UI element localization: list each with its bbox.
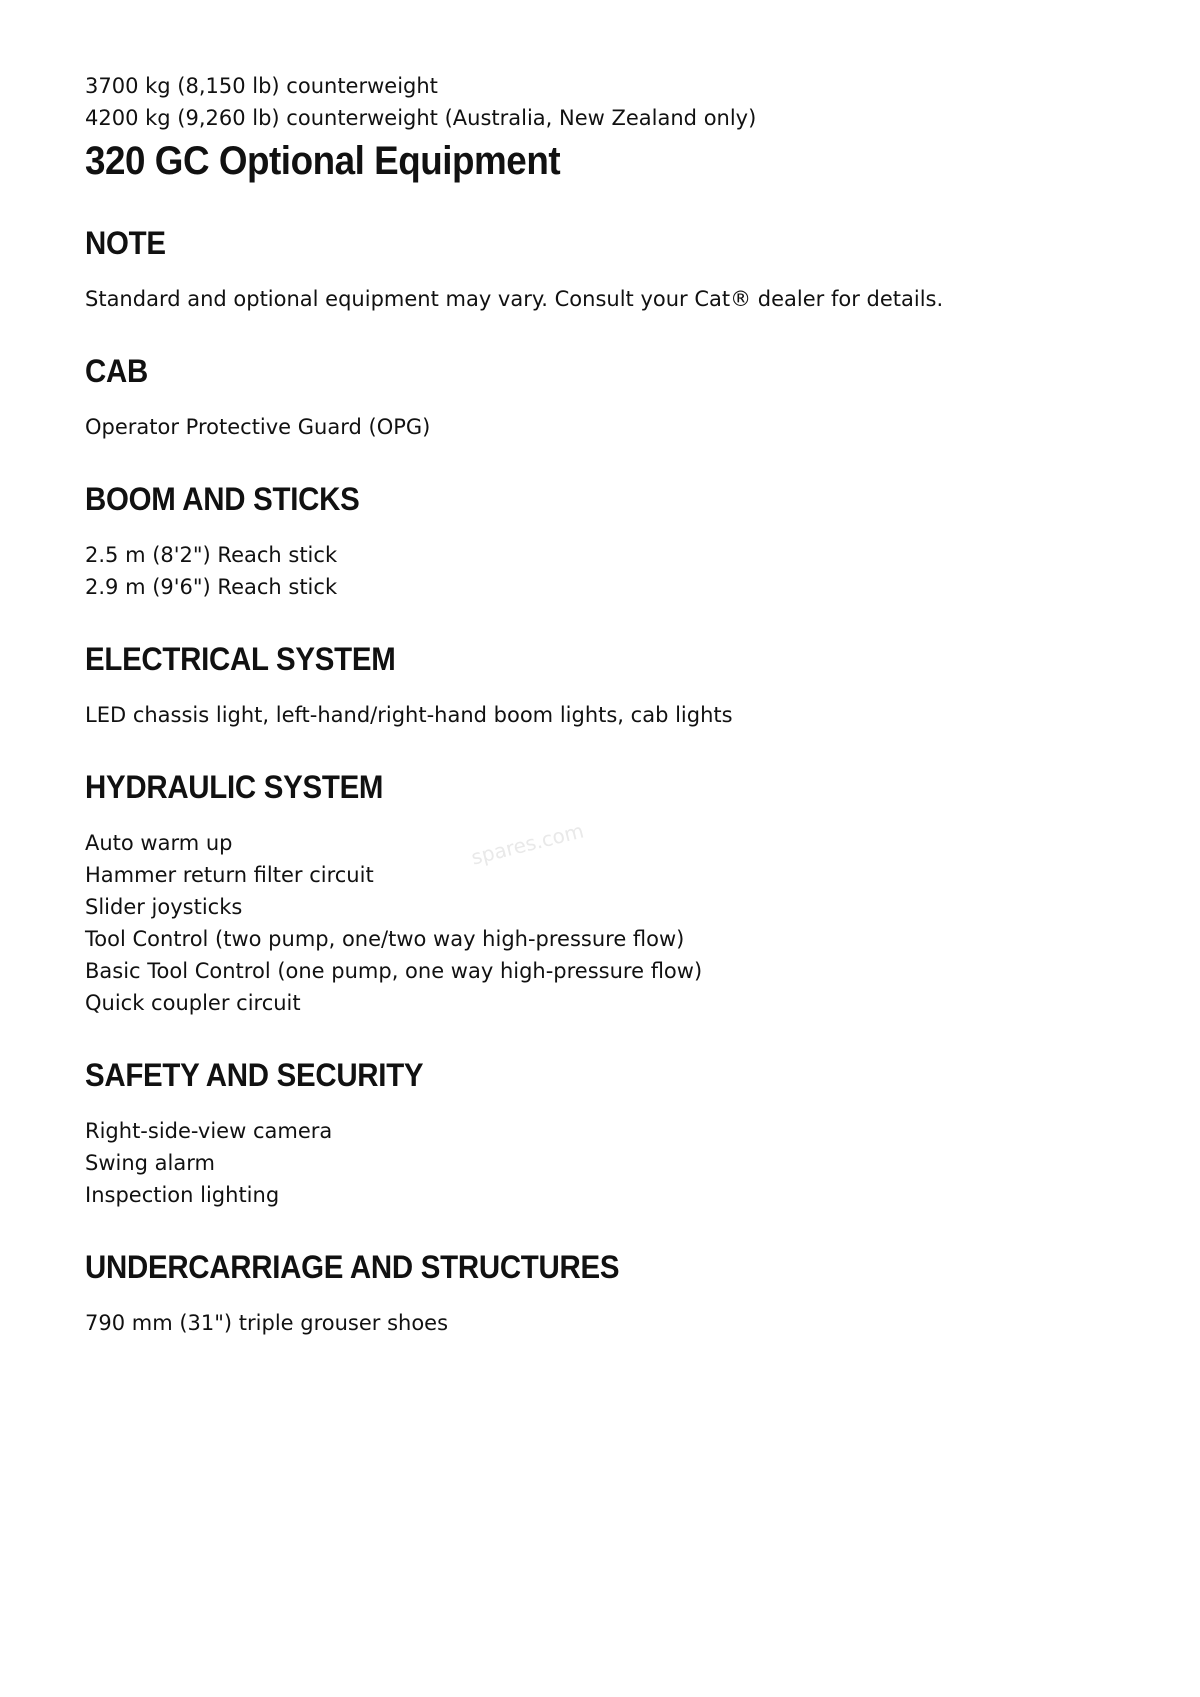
section-boom-and-sticks xyxy=(85,481,1115,603)
list-item: Auto warm up xyxy=(85,831,233,855)
section-heading: SAFETY AND SECURITY xyxy=(85,1057,424,1093)
section-heading: CAB xyxy=(85,353,148,389)
list-item: 2.9 m (9'6") Reach stick xyxy=(85,575,338,599)
section-note xyxy=(85,225,1115,315)
list-item: 2.5 m (8'2") Reach stick xyxy=(85,543,338,567)
section-items xyxy=(85,411,1115,443)
list-item: Tool Control (two pump, one/two way high-pressure flow) xyxy=(85,927,685,951)
watermark: spares.com xyxy=(468,818,587,870)
page-title: 320 GC Optional Equipment xyxy=(85,139,561,183)
list-item: 790 mm (31") triple grouser shoes xyxy=(85,1311,449,1335)
section-items xyxy=(85,1115,1115,1211)
section-items xyxy=(85,283,1115,315)
section-items xyxy=(85,1307,1115,1339)
list-item: Slider joysticks xyxy=(85,895,243,919)
section-hydraulic-system xyxy=(85,769,1115,1019)
document-page xyxy=(85,70,1115,1339)
list-item: Standard and optional equipment may vary. Consult your Cat® dealer for details. xyxy=(85,287,944,311)
section-cab xyxy=(85,353,1115,443)
list-item: Hammer return filter circuit xyxy=(85,863,374,887)
list-item: Swing alarm xyxy=(85,1151,215,1175)
section-undercarriage-and-structures xyxy=(85,1249,1115,1339)
section-heading: UNDERCARRIAGE AND STRUCTURES xyxy=(85,1249,620,1285)
section-electrical-system xyxy=(85,641,1115,731)
list-item: Operator Protective Guard (OPG) xyxy=(85,415,431,439)
section-safety-and-security xyxy=(85,1057,1115,1211)
section-items xyxy=(85,539,1115,603)
section-items xyxy=(85,699,1115,731)
section-heading: NOTE xyxy=(85,225,166,261)
section-items xyxy=(85,827,1115,1019)
intro-line: 4200 kg (9,260 lb) counterweight (Australia, New Zealand only) xyxy=(85,106,757,130)
list-item: Inspection lighting xyxy=(85,1183,280,1207)
section-heading: HYDRAULIC SYSTEM xyxy=(85,769,384,805)
section-heading: BOOM AND STICKS xyxy=(85,481,360,517)
list-item: LED chassis light, left-hand/right-hand boom lights, cab lights xyxy=(85,703,733,727)
list-item: Right-side-view camera xyxy=(85,1119,333,1143)
section-heading: ELECTRICAL SYSTEM xyxy=(85,641,396,677)
intro-line: 3700 kg (8,150 lb) counterweight xyxy=(85,74,438,98)
list-item: Quick coupler circuit xyxy=(85,991,301,1015)
list-item: Basic Tool Control (one pump, one way high-pressure flow) xyxy=(85,959,703,983)
